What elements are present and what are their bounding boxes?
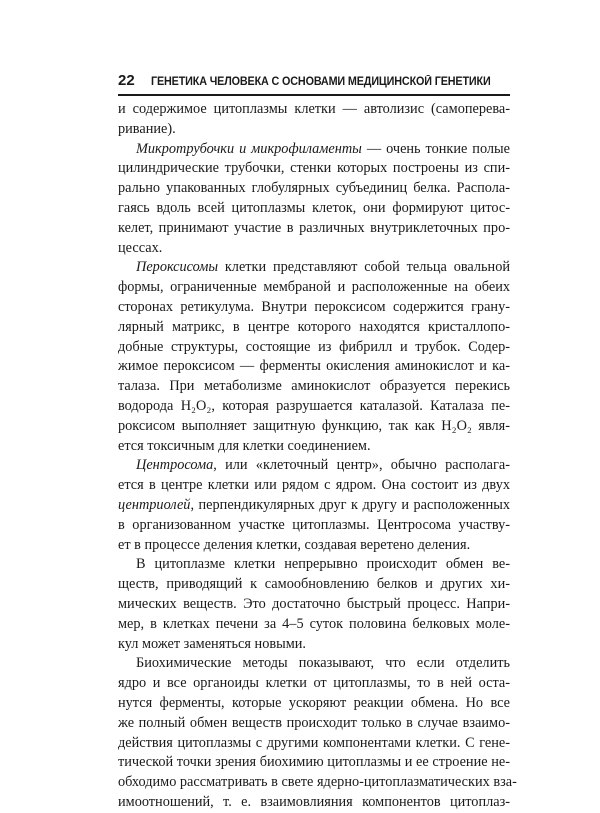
text-line: ядро и все органоиды клетки от цитоплазмы, то в ней оста-	[118, 675, 510, 692]
text-line: водорода Н₂О₂, которая разрушается каталазой. Каталаза пе-	[118, 397, 510, 414]
text-line: тической точки зрения биохимию цитоплазмы и ее строение не-	[118, 754, 510, 771]
body-text	[118, 100, 517, 813]
text-line: ществ, приводящий к самообновлению белков и других хи-	[118, 576, 510, 593]
text-line: ется в центре клетки или рядом с ядром. Она состоит из двух	[118, 477, 510, 494]
text-line: кул может заменяться новыми.	[118, 635, 306, 652]
text-line: ривание).	[118, 120, 176, 137]
text-line: Пероксисомы клетки представляют собой тельца овальной	[136, 259, 510, 276]
text-line: имоотношений, т. е. взаимовлияния компонентов цитоплаз-	[118, 793, 510, 810]
term-centrioles: центриолей	[118, 496, 191, 513]
text-line: келет, принимают участие в различных внутриклеточных про-	[118, 219, 510, 236]
text-line: рально упакованных глобулярных субъединиц белка. Распола-	[118, 180, 510, 197]
term-peroxisomes: Пероксисомы	[136, 259, 219, 276]
text-line: добные структуры, состоящие из фибрилл и трубок. Содер-	[118, 338, 510, 355]
text-line: и содержимое цитоплазмы клетки — автолизис (самоперева-	[118, 101, 510, 117]
text-line: Биохимические методы показывают, что если отделить	[136, 655, 510, 672]
text-line: ется токсичным для клетки соединением.	[118, 437, 371, 454]
term-centrosome: Центросома	[136, 457, 214, 474]
text-line: В цитоплазме клетки непрерывно происходит обмен ве-	[136, 556, 510, 573]
text-line: жимое пероксисом — ферменты окисления аминокислот и ка-	[118, 358, 510, 375]
text-line: ет в процессе деления клетки, создавая веретено деления.	[118, 536, 471, 553]
text-line: в организованном участке цитоплазмы. Центросома участву-	[118, 516, 510, 533]
term-microtubules: Микротрубочки и микрофиламенты	[136, 140, 362, 157]
text-line: цессах.	[118, 239, 163, 256]
page-number: 22	[118, 72, 135, 89]
text-line: мер, в клетках печени за 4–5 суток половина белковых моле-	[118, 615, 510, 632]
text-line: сторонах ретикулума. Внутри пероксисом содержится грану-	[118, 298, 510, 315]
text-line: лярный матрикс, в центре которого находятся кристаллопо-	[118, 318, 510, 335]
text-line: Центросома, или «клеточный центр», обычно располага-	[136, 457, 510, 474]
text-line: мических веществ. Это достаточно быстрый процесс. Напри-	[118, 595, 510, 612]
text-line: формы, ограниченные мембраной и расположенные на обеих	[118, 279, 510, 296]
text-line: нутся ферменты, которые ускоряют реакции обмена. Но все	[118, 694, 510, 711]
book-title: ГЕНЕТИКА ЧЕЛОВЕКА С ОСНОВАМИ МЕДИЦИНСКОЙ ГЕНЕТИКИ	[150, 75, 491, 88]
text-line: роксисом выполняет защитную функцию, так как Н₂О₂ явля-	[118, 417, 510, 434]
text-line: центриолей, перпендикулярных друг к другу и расположенных	[118, 496, 510, 513]
text-line: Микротрубочки и микрофиламенты — очень тонкие полые	[136, 140, 511, 157]
text-line: талаза. При метаболизме аминокислот образуется перекись	[118, 378, 510, 395]
running-head	[118, 68, 510, 96]
text-line: обходимо рассматривать в свете ядерно-цитоплазматических вза-	[118, 774, 517, 791]
text-line: действия цитоплазмы с другими компонентами клетки. С гене-	[118, 734, 510, 751]
text-line: же полный обмен веществ происходит только в случае взаимо-	[118, 714, 510, 731]
text-line: цилиндрические трубочки, стенки которых построены из спи-	[118, 160, 510, 177]
text-line: гаясь вдоль всей цитоплазмы клеток, они формируют цитос-	[118, 199, 510, 216]
